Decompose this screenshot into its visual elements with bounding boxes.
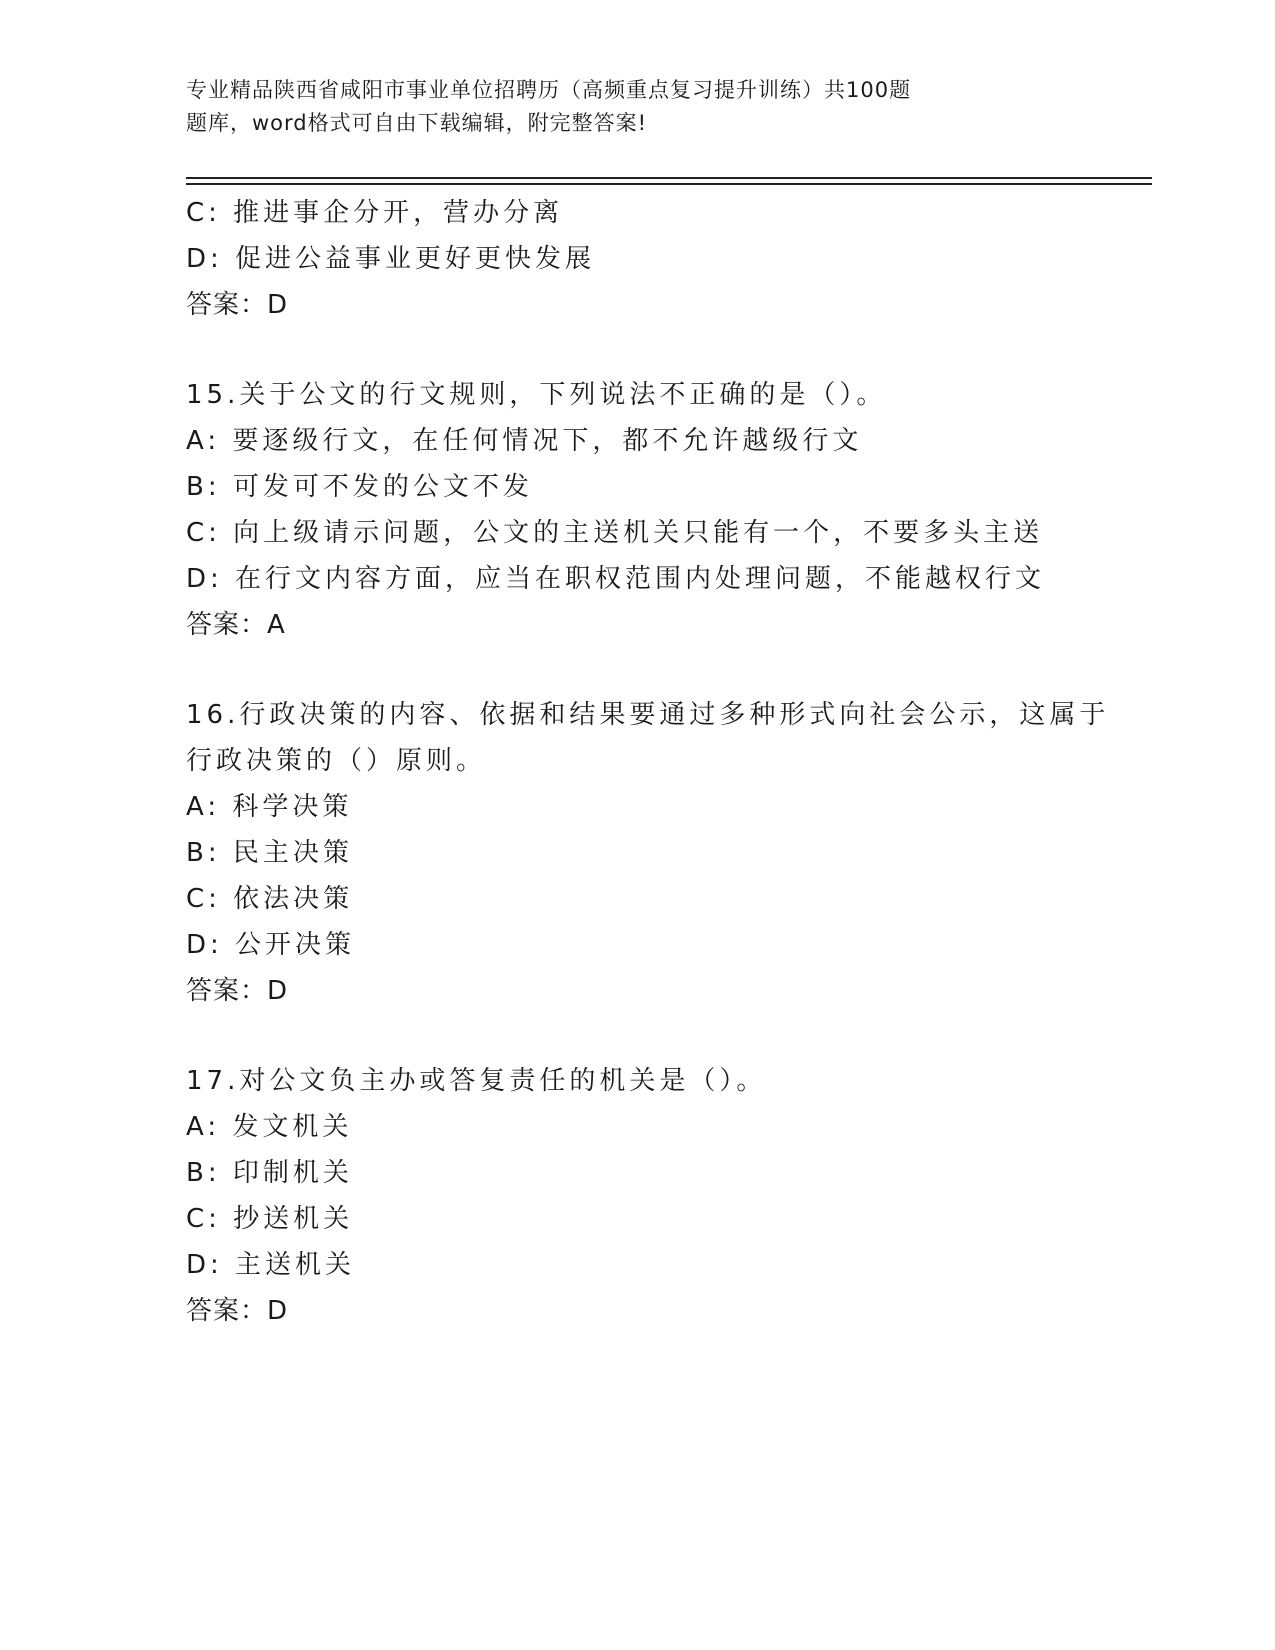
question-15 <box>186 372 1146 648</box>
option-c: C: 抄送机关 <box>186 1204 354 1234</box>
header-title-line-2: 题库，word格式可自由下载编辑，附完整答案! <box>186 111 648 135</box>
option-c: C: 依法决策 <box>186 884 354 914</box>
question-14-carryover <box>186 190 1146 328</box>
question-16 <box>186 692 1146 1014</box>
header-divider-bottom <box>186 183 1152 185</box>
spacer <box>186 328 1146 372</box>
option-b: B: 民主决策 <box>186 838 353 868</box>
answer-line: 答案：A <box>186 610 286 640</box>
option-b: B: 印制机关 <box>186 1158 353 1188</box>
answer-line: 答案：D <box>186 1296 289 1326</box>
question-content <box>186 190 1146 1334</box>
option-b: B: 可发可不发的公文不发 <box>186 472 533 502</box>
header-title-line-1: 专业精品陕西省咸阳市事业单位招聘历（高频重点复习提升训练）共100题 <box>186 78 912 102</box>
header-divider-top <box>186 177 1152 179</box>
spacer <box>186 648 1146 692</box>
spacer <box>186 1014 1146 1058</box>
option-a: A: 发文机关 <box>186 1112 353 1142</box>
option-d: D: 在行文内容方面，应当在职权范围内处理问题，不能越权行文 <box>186 564 1046 594</box>
answer-line: 答案：D <box>186 290 289 320</box>
option-c: C: 推进事企分开，营办分离 <box>186 198 564 228</box>
question-stem: 15.关于公文的行文规则，下列说法不正确的是（）。 <box>186 380 887 410</box>
question-stem: 17.对公文负主办或答复责任的机关是（）。 <box>186 1066 767 1096</box>
option-a: A: 科学决策 <box>186 792 353 822</box>
question-stem-continued: 行政决策的（）原则。 <box>186 746 487 776</box>
option-c: C: 向上级请示问题，公文的主送机关只能有一个，不要多头主送 <box>186 518 1044 548</box>
question-17 <box>186 1058 1146 1334</box>
answer-line: 答案：D <box>186 976 289 1006</box>
option-d: D: 公开决策 <box>186 930 356 960</box>
document-header <box>186 74 1026 140</box>
question-stem: 16.行政决策的内容、依据和结果要通过多种形式向社会公示，这属于 <box>186 700 1110 730</box>
option-a: A: 要逐级行文，在任何情况下，都不允许越级行文 <box>186 426 863 456</box>
option-d: D: 主送机关 <box>186 1250 356 1280</box>
option-d: D: 促进公益事业更好更快发展 <box>186 244 596 274</box>
